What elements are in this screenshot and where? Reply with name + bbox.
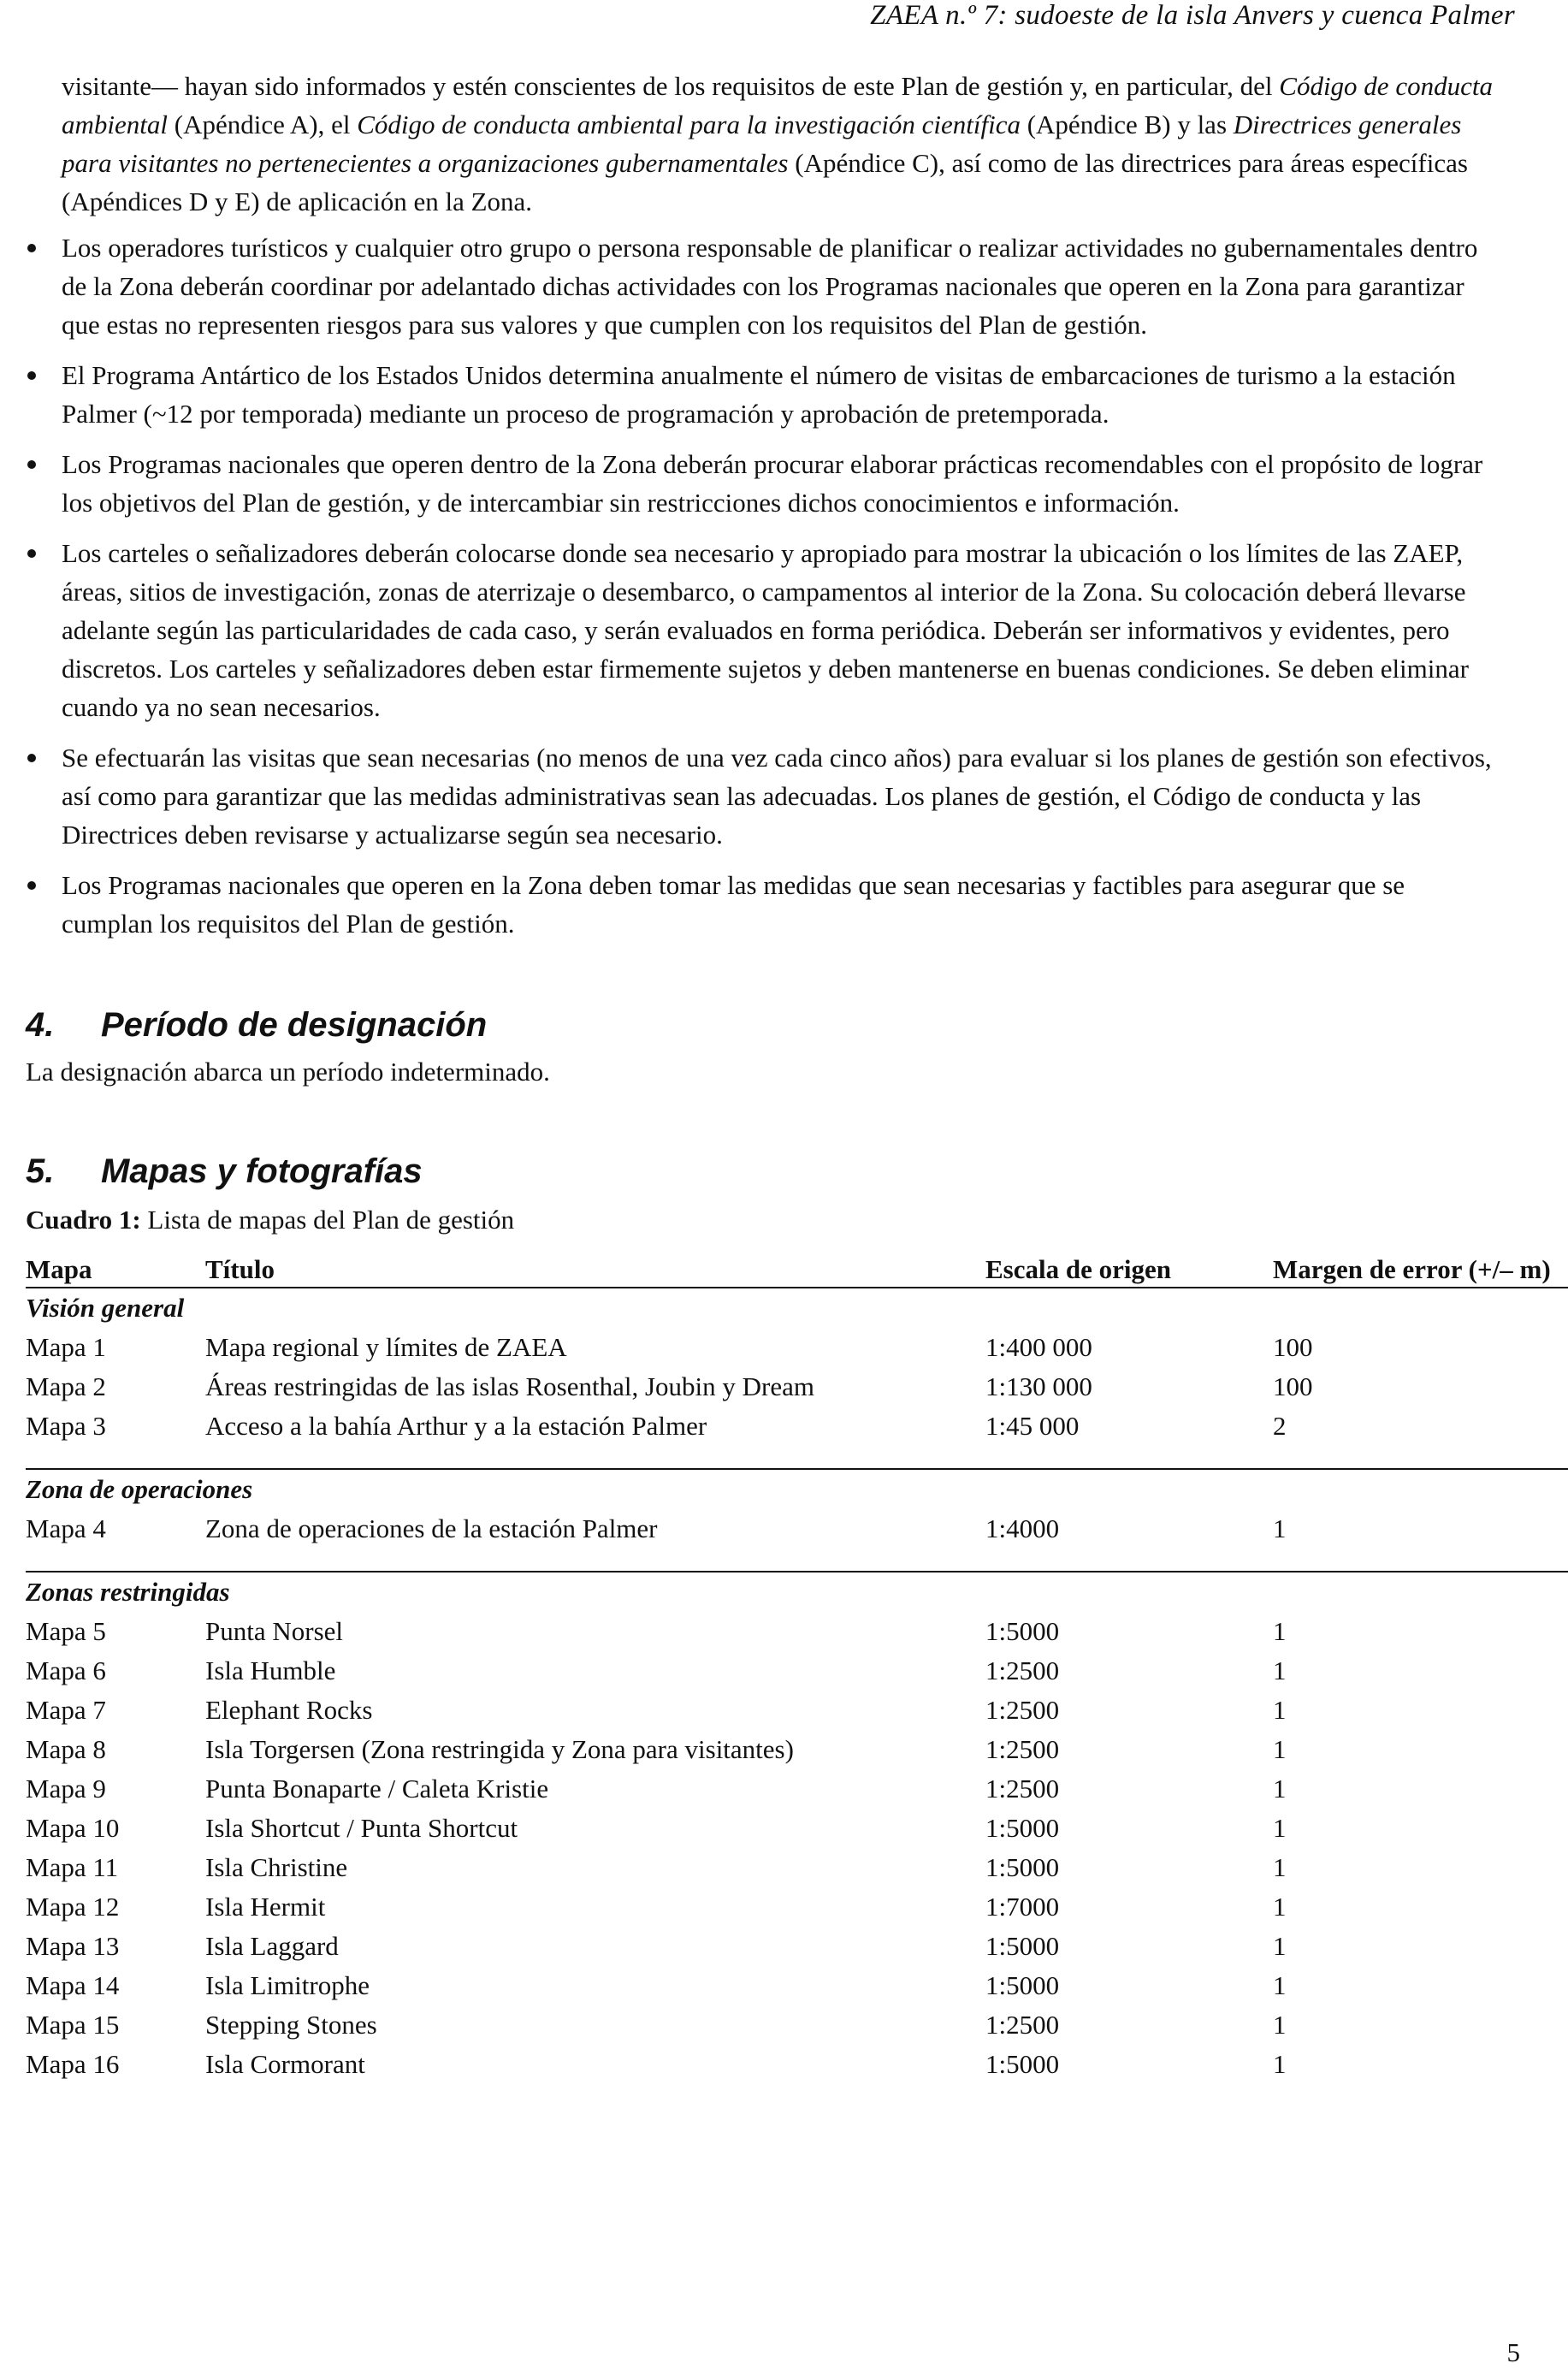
section-5-title: Mapas y fotografías bbox=[101, 1152, 423, 1190]
bullet-item bbox=[26, 738, 1501, 854]
bullet-item bbox=[26, 228, 1501, 344]
cell-margen: 1 bbox=[1273, 1734, 1287, 1764]
bullet-list bbox=[26, 228, 1501, 943]
cell-margen: 100 bbox=[1273, 1371, 1313, 1401]
cell-escala: 1:2500 bbox=[985, 1655, 1060, 1685]
table-row bbox=[26, 1691, 1568, 1730]
cell-mapa: Mapa 5 bbox=[26, 1616, 106, 1646]
cell-mapa: Mapa 7 bbox=[26, 1695, 106, 1725]
header-titulo: Título bbox=[205, 1253, 985, 1288]
cell-mapa: Mapa 12 bbox=[26, 1892, 120, 1922]
cell-titulo: Isla Hermit bbox=[205, 1892, 326, 1922]
page-content bbox=[26, 67, 1551, 2084]
cell-escala: 1:4000 bbox=[985, 1513, 1060, 1543]
header-margen: Margen de error (+/– m) bbox=[1273, 1253, 1568, 1288]
table-caption-label: Cuadro 1: bbox=[26, 1205, 141, 1235]
section-5-heading bbox=[26, 1152, 1501, 1195]
intro-italic-2: Código de conducta ambiental para la investigación científica bbox=[357, 110, 1021, 139]
group-name: Zona de operaciones bbox=[26, 1474, 253, 1504]
cell-mapa: Mapa 4 bbox=[26, 1513, 106, 1543]
bullet-dot-icon bbox=[27, 881, 36, 890]
table-row bbox=[26, 1769, 1568, 1809]
table-row bbox=[26, 2045, 1568, 2084]
cell-margen: 1 bbox=[1273, 2010, 1287, 2040]
bullet-item bbox=[26, 534, 1501, 726]
cell-margen: 1 bbox=[1273, 1616, 1287, 1646]
maps-table bbox=[26, 1253, 1568, 2084]
table-row bbox=[26, 1809, 1568, 1848]
cell-escala: 1:2500 bbox=[985, 1695, 1060, 1725]
cell-escala: 1:7000 bbox=[985, 1892, 1060, 1922]
cell-titulo: Punta Bonaparte / Caleta Kristie bbox=[205, 1774, 549, 1803]
section-4-number: 4. bbox=[26, 1006, 55, 1044]
section-5-number: 5. bbox=[26, 1152, 55, 1190]
cell-titulo: Isla Limitrophe bbox=[205, 1970, 370, 2000]
header-mapa: Mapa bbox=[26, 1253, 205, 1288]
cell-titulo: Mapa regional y límites de ZAEA bbox=[205, 1332, 567, 1362]
cell-titulo: Isla Shortcut / Punta Shortcut bbox=[205, 1813, 518, 1843]
group-separator bbox=[26, 1446, 1568, 1469]
bullet-dot-icon bbox=[27, 754, 36, 762]
page-number: 5 bbox=[1506, 2337, 1520, 2367]
cell-titulo: Isla Humble bbox=[205, 1655, 336, 1685]
table-row bbox=[26, 1407, 1568, 1446]
table-row bbox=[26, 1509, 1568, 1549]
cell-mapa: Mapa 10 bbox=[26, 1813, 120, 1843]
cell-margen: 1 bbox=[1273, 1695, 1287, 1725]
cell-mapa: Mapa 11 bbox=[26, 1852, 119, 1882]
intro-paragraph bbox=[62, 67, 1501, 221]
bullet-text: Los Programas nacionales que operen en la Zona deben tomar las medidas que sean necesarias y factibles para asegurar que se cumplan los requisitos del Plan de gestión. bbox=[62, 870, 1405, 939]
cell-escala: 1:45 000 bbox=[985, 1411, 1080, 1441]
bullet-text: Los Programas nacionales que operen dentro de la Zona deberán procurar elaborar prácticas recomendables con el propósito de lograr los objetivos del Plan de gestión, y de intercambiar sin restricciones dichos conocimientos e información. bbox=[62, 449, 1483, 518]
cell-mapa: Mapa 3 bbox=[26, 1411, 106, 1441]
group-separator bbox=[26, 1549, 1568, 1572]
cell-margen: 1 bbox=[1273, 1774, 1287, 1803]
cell-escala: 1:5000 bbox=[985, 2049, 1060, 2079]
table-row bbox=[26, 1612, 1568, 1651]
cell-escala: 1:5000 bbox=[985, 1931, 1060, 1961]
cell-escala: 1:400 000 bbox=[985, 1332, 1092, 1362]
cell-mapa: Mapa 1 bbox=[26, 1332, 106, 1362]
table-caption bbox=[26, 1200, 1501, 1239]
group-row bbox=[26, 1572, 1568, 1612]
table-row bbox=[26, 2005, 1568, 2045]
table-row bbox=[26, 1848, 1568, 1887]
intro-text-1: visitante— hayan sido informados y estén conscientes de los requisitos de este Plan de gestión y, en particular, del bbox=[62, 71, 1280, 101]
table-caption-text: Lista de mapas del Plan de gestión bbox=[140, 1205, 515, 1235]
cell-escala: 1:5000 bbox=[985, 1616, 1060, 1646]
section-4-heading bbox=[26, 1006, 1501, 1049]
group-row bbox=[26, 1288, 1568, 1328]
table-row bbox=[26, 1887, 1568, 1927]
cell-margen: 1 bbox=[1273, 1892, 1287, 1922]
cell-margen: 1 bbox=[1273, 1655, 1287, 1685]
cell-titulo: Áreas restringidas de las islas Rosenthal, Joubin y Dream bbox=[205, 1371, 814, 1401]
cell-titulo: Isla Laggard bbox=[205, 1931, 339, 1961]
table-row bbox=[26, 1927, 1568, 1966]
cell-titulo: Punta Norsel bbox=[205, 1616, 344, 1646]
cell-titulo: Stepping Stones bbox=[205, 2010, 377, 2040]
cell-titulo: Elephant Rocks bbox=[205, 1695, 373, 1725]
intro-italic-1: Código de conducta ambiental bbox=[62, 71, 1493, 139]
cell-escala: 1:5000 bbox=[985, 1970, 1060, 2000]
bullet-text: Los operadores turísticos y cualquier otro grupo o persona responsable de planificar o realizar actividades no gubernamentales dentro de la Zona deberán coordinar por adelantado dichas actividades con los Programas nacionales que operen en la Zona para garantizar que estas no representen riesgos para sus valores y que cumplen con los requisitos del Plan de gestión. bbox=[62, 233, 1478, 340]
section-4-text: La designación abarca un período indeterminado. bbox=[26, 1057, 550, 1087]
table-row bbox=[26, 1328, 1568, 1367]
group-name: Zonas restringidas bbox=[26, 1577, 230, 1607]
intro-italic-3: Directrices generales para visitantes no pertenecientes a organizaciones gubernamentales bbox=[62, 110, 1462, 178]
cell-mapa: Mapa 8 bbox=[26, 1734, 106, 1764]
table-row bbox=[26, 1730, 1568, 1769]
cell-escala: 1:2500 bbox=[985, 1734, 1060, 1764]
bullet-text: Los carteles o señalizadores deberán colocarse donde sea necesario y apropiado para mostrar la ubicación o los límites de las ZAEP, áreas, sitios de investigación, zonas de aterrizaje o desembarco, o campamentos al interior de la Zona. Su colocación deberá llevarse adelante según las particularidades de cada caso, y serán evaluados en forma periódica. Deberán ser informativos y evidentes, pero discretos. Los carteles y señalizadores deben estar firmemente sujetos y deben mantenerse en buenas condiciones. Se deben eliminar cuando ya no sean necesarios. bbox=[62, 538, 1469, 722]
cell-mapa: Mapa 9 bbox=[26, 1774, 106, 1803]
cell-titulo: Isla Cormorant bbox=[205, 2049, 365, 2079]
cell-escala: 1:5000 bbox=[985, 1852, 1060, 1882]
table-row bbox=[26, 1651, 1568, 1691]
cell-margen: 100 bbox=[1273, 1332, 1313, 1362]
table-row bbox=[26, 1367, 1568, 1407]
bullet-item bbox=[26, 356, 1501, 433]
cell-titulo: Isla Torgersen (Zona restringida y Zona para visitantes) bbox=[205, 1734, 794, 1764]
table-header-row bbox=[26, 1253, 1568, 1288]
cell-mapa: Mapa 16 bbox=[26, 2049, 120, 2079]
cell-mapa: Mapa 14 bbox=[26, 1970, 120, 2000]
cell-escala: 1:2500 bbox=[985, 2010, 1060, 2040]
cell-margen: 1 bbox=[1273, 1513, 1287, 1543]
table-row bbox=[26, 1966, 1568, 2005]
bullet-dot-icon bbox=[27, 549, 36, 558]
cell-titulo: Isla Christine bbox=[205, 1852, 348, 1882]
cell-margen: 1 bbox=[1273, 2049, 1287, 2079]
cell-escala: 1:2500 bbox=[985, 1774, 1060, 1803]
cell-mapa: Mapa 2 bbox=[26, 1371, 106, 1401]
header-escala: Escala de origen bbox=[985, 1253, 1273, 1288]
bullet-dot-icon bbox=[27, 244, 36, 252]
intro-text-4: (Apéndice C), así como de las directrices para áreas específicas (Apéndices D y E) de aplicación en la Zona. bbox=[62, 148, 1468, 216]
section-4-title: Período de designación bbox=[101, 1006, 488, 1044]
bullet-dot-icon bbox=[27, 460, 36, 469]
bullet-item bbox=[26, 866, 1501, 943]
cell-escala: 1:5000 bbox=[985, 1813, 1060, 1843]
cell-escala: 1:130 000 bbox=[985, 1371, 1092, 1401]
cell-margen: 1 bbox=[1273, 1852, 1287, 1882]
cell-mapa: Mapa 6 bbox=[26, 1655, 106, 1685]
bullet-text: El Programa Antártico de los Estados Unidos determina anualmente el número de visitas de embarcaciones de turismo a la estación Palmer (~12 por temporada) mediante un proceso de programación y aprobación de pretemporada. bbox=[62, 360, 1456, 429]
intro-text-3: (Apéndice B) y las bbox=[1020, 110, 1234, 139]
running-header: ZAEA n.º 7: sudoeste de la isla Anvers y cuenca Palmer bbox=[870, 0, 1515, 31]
cell-margen: 1 bbox=[1273, 1813, 1287, 1843]
cell-mapa: Mapa 15 bbox=[26, 2010, 120, 2040]
bullet-text: Se efectuarán las visitas que sean necesarias (no menos de una vez cada cinco años) para evaluar si los planes de gestión son efectivos, así como para garantizar que las medidas administrativas sean las adecuadas. Los planes de gestión, el Código de conducta y las Directrices deben revisarse y actualizarse según sea necesario. bbox=[62, 743, 1492, 850]
cell-titulo: Acceso a la bahía Arthur y a la estación Palmer bbox=[205, 1411, 707, 1441]
group-name: Visión general bbox=[26, 1293, 185, 1323]
cell-mapa: Mapa 13 bbox=[26, 1931, 120, 1961]
cell-titulo: Zona de operaciones de la estación Palmer bbox=[205, 1513, 658, 1543]
cell-margen: 1 bbox=[1273, 1970, 1287, 2000]
bullet-dot-icon bbox=[27, 371, 36, 380]
cell-margen: 1 bbox=[1273, 1931, 1287, 1961]
cell-margen: 2 bbox=[1273, 1411, 1287, 1441]
intro-text-2: (Apéndice A), el bbox=[168, 110, 358, 139]
bullet-item bbox=[26, 445, 1501, 522]
group-row bbox=[26, 1469, 1568, 1509]
